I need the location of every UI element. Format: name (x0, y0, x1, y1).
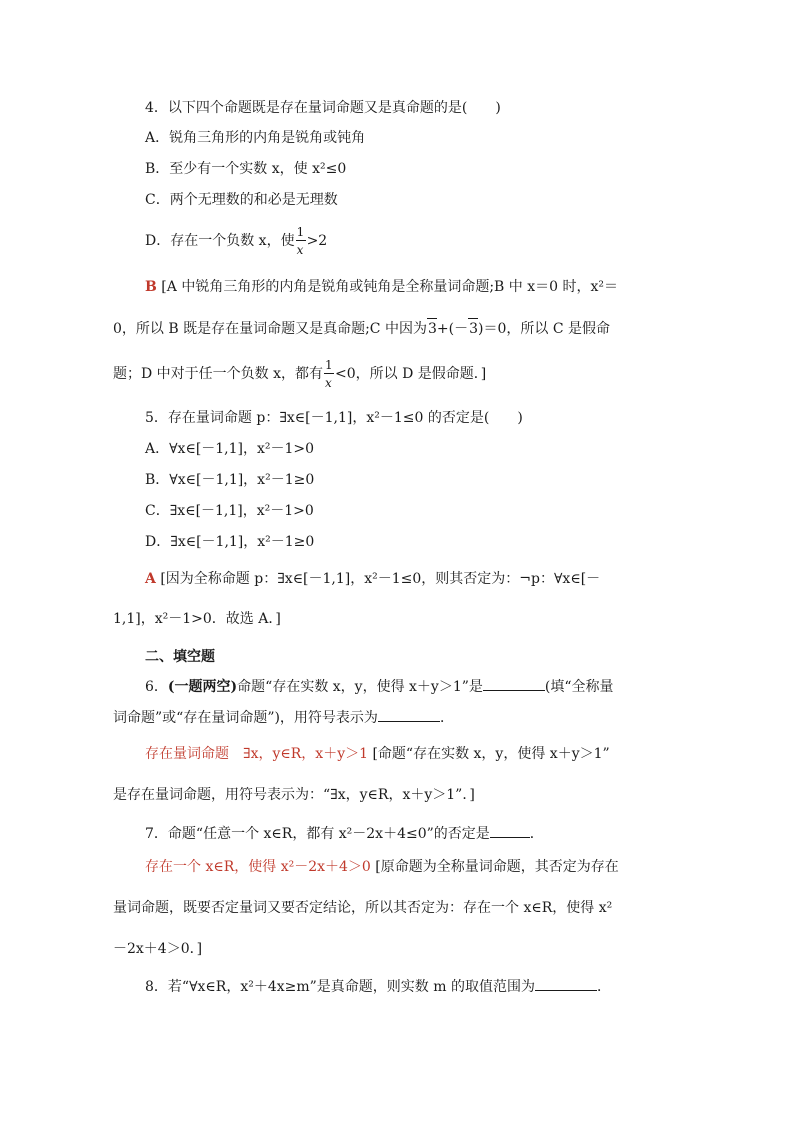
q4-option-b: B．至少有一个实数 x，使 x²≤0 (145, 161, 347, 177)
q6-blank-2 (378, 707, 440, 722)
q7-stem (145, 823, 544, 844)
q4-exp2-mid: +(－ (436, 321, 469, 337)
q4-exp3-pre: 题；D 中对于任一个负数 x，都有 (113, 366, 324, 382)
q6-line2 (113, 707, 454, 728)
q8-stem-text: 8．若“∀x∈R，x²＋4x≥m”是真命题，则实数 m 的取值范围为 (145, 979, 535, 995)
q6-explanation-line1 (145, 744, 610, 764)
q4-explanation-line3 (113, 358, 487, 390)
q4-exp2-post: )＝0，所以 C 是假命 (478, 321, 611, 337)
q6-tag: (一题两空) (167, 679, 238, 695)
fraction-denominator: x (325, 376, 332, 390)
q8-stem (145, 976, 611, 997)
q4-stem: 4．以下四个命题既是存在量词命题又是真命题的是( ) (145, 100, 501, 116)
fraction-numerator: 1 (325, 358, 333, 372)
q5-option-a: A．∀x∈[－1,1]，x²－1>0 (145, 441, 315, 457)
q4-option-c: C．两个无理数的和必是无理数 (145, 192, 338, 208)
q6-line2-text: 词命题”或“存在量词命题”)，用符号表示为 (113, 710, 378, 726)
q4-explanation-line2 (113, 318, 610, 339)
fraction-numerator: 1 (296, 225, 305, 239)
q7-answer: 存在一个 x∈R，使得 x²－2x＋4＞0 (145, 859, 371, 875)
q4-option-a: A．锐角三角形的内角是锐角或钝角 (145, 130, 366, 146)
q4-explanation-text1: [A 中锐角三角形的内角是锐角或钝角是全称量词命题;B 中 x＝0 时，x²＝ (161, 279, 618, 295)
q7-blank (490, 823, 530, 838)
q6-blank-1 (483, 676, 545, 691)
q4-explanation-line1 (145, 277, 618, 297)
q7-explanation-line3: －2x＋4＞0．] (113, 941, 203, 957)
q6-number: 6． (145, 679, 168, 695)
q7-stem-tail: ． (529, 826, 544, 842)
q4-answer: B (145, 279, 157, 295)
q5-explanation-line1 (145, 569, 600, 589)
q7-explanation-line1 (145, 857, 619, 877)
q6-line2-tail: ． (439, 710, 454, 726)
sqrt-3-neg: 3 (468, 318, 478, 339)
fraction-1-over-x-2 (324, 358, 334, 390)
q6-line1-tail: (填“全称量 (544, 679, 614, 695)
fraction-1-over-x (296, 225, 306, 257)
q5-stem: 5．存在量词命题 p：∃x∈[－1,1]，x²－1≤0 的否定是( ) (145, 410, 523, 426)
q5-answer: A (145, 571, 156, 587)
fraction-denominator: x (296, 243, 304, 257)
q5-option-b: B．∀x∈[－1,1]，x²－1≥0 (145, 472, 315, 488)
q5-explanation-text1: [因为全称命题 p：∃x∈[－1,1]，x²－1≤0，则其否定为：¬p：∀x∈[－ (160, 571, 601, 587)
q4-option-d-text: D．存在一个负数 x，使 (145, 233, 295, 249)
q6-line1-text: 命题“存在实数 x，y，使得 x＋y＞1”是 (237, 679, 483, 695)
section-title: 二、填空题 (145, 649, 215, 665)
q5-option-d: D．∃x∈[－1,1]，x²－1≥0 (145, 534, 315, 550)
q6-explanation-text1: [命题“存在实数 x，y，使得 x＋y＞1” (372, 746, 610, 762)
q8-stem-tail: ． (596, 979, 611, 995)
q5-option-c: C．∃x∈[－1,1]，x²－1>0 (145, 503, 314, 519)
q7-explanation-text1: [原命题为全称量词命题，其否定为存在 (375, 859, 619, 875)
sqrt-3: 3 (427, 318, 437, 339)
q8-blank (535, 976, 597, 991)
q5-explanation-line2: 1,1]，x²－1>0．故选 A．] (113, 611, 281, 627)
q7-explanation-line2: 量词命题，既要否定量词又要否定结论，所以其否定为：存在一个 x∈R，使得 x² (113, 900, 613, 916)
q4-option-d-tail: >2 (306, 233, 328, 249)
q6-answer: 存在量词命题 ∃x，y∈R，x＋y＞1 (145, 746, 369, 762)
q4-exp3-post: <0，所以 D 是假命题．] (335, 366, 487, 382)
q4-option-d (145, 225, 328, 257)
q4-exp2-pre: 0，所以 B 既是存在量词命题又是真命题;C 中因为 (113, 321, 427, 337)
q6-explanation-line2: 是存在量词命题，用符号表示为：“∃x，y∈R，x＋y＞1”．] (113, 787, 475, 803)
q6-line1 (145, 676, 614, 697)
q7-stem-text: 7．命题“任意一个 x∈R，都有 x²－2x＋4≤0”的否定是 (145, 826, 490, 842)
